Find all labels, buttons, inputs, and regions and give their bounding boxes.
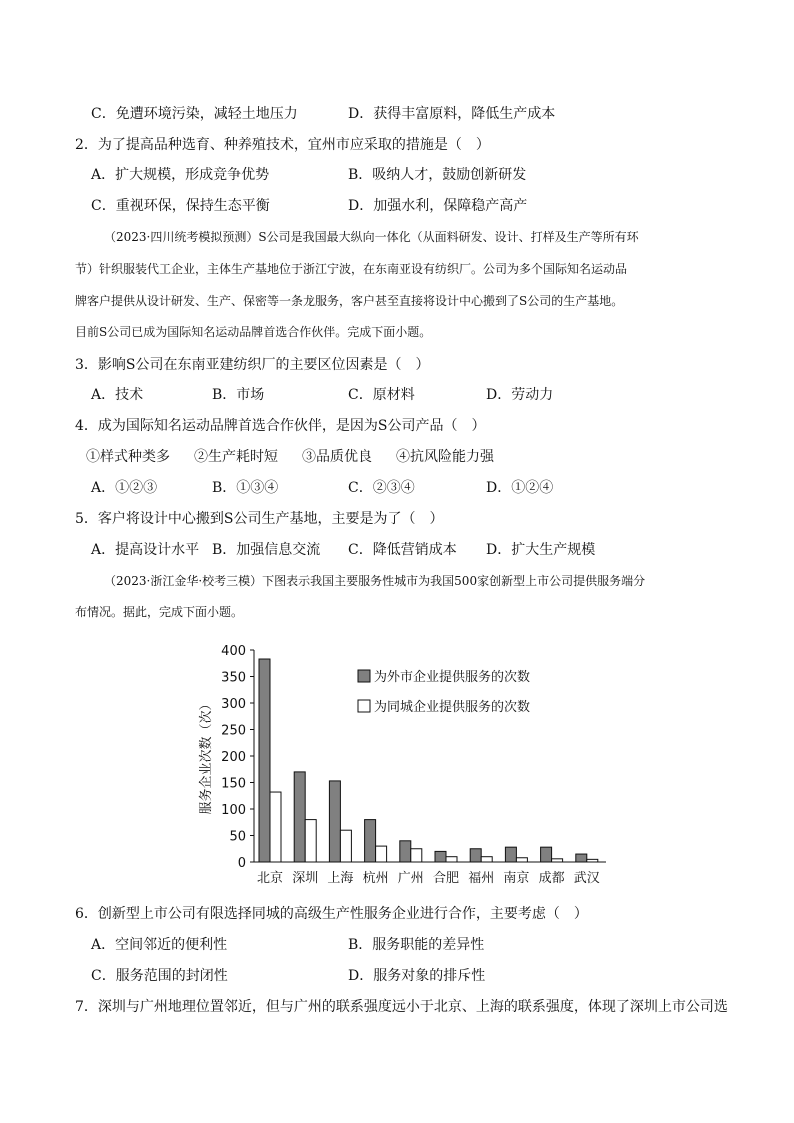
y-tick-label: 100 (221, 803, 246, 818)
y-tick-label: 250 (221, 723, 246, 739)
q2-stem: 2．为了提高品种选育、种养殖技术，宜州市应采取的措施是（ ） (75, 137, 490, 153)
q5-option-b: B．加强信息交流 (212, 542, 321, 558)
bar-same-city (516, 858, 527, 862)
y-tick-label: 150 (221, 776, 246, 792)
bar-other-city (505, 847, 516, 862)
bar-other-city (365, 820, 376, 862)
bar-same-city (376, 846, 387, 862)
q3-option-c: C．原材料 (348, 387, 415, 403)
passage1-line-2: 节）针织服装代工企业，主体生产基地位于浙江宁波，在东南亚设有纺织厂。公司为多个国际知名运动品 (75, 262, 628, 276)
legend-label: 为同城企业提供服务的次数 (374, 700, 531, 715)
x-tick-label: 南京 (503, 871, 530, 886)
q2-option-c: C．重视环保，保持生态平衡 (91, 198, 270, 214)
q6-option-a: A．空间邻近的便利性 (91, 937, 228, 953)
bar-other-city (576, 854, 587, 862)
y-tick-label: 50 (229, 829, 246, 845)
bar-same-city (305, 820, 316, 862)
q4-option-a: A．①②③ (91, 480, 158, 496)
passage2-line-2: 布情况。据此，完成下面小题。 (75, 605, 244, 619)
q3-option-b: B．市场 (212, 387, 265, 403)
y-tick-label: 400 (221, 644, 246, 659)
q2-option-d: D．加强水利，保障稳产高产 (348, 198, 528, 214)
chart-legend (358, 669, 530, 715)
y-tick-label: 200 (221, 750, 246, 765)
x-tick-label: 北京 (256, 871, 284, 886)
legend-swatch (358, 700, 370, 712)
bar-other-city (435, 851, 446, 862)
q3-option-d: D．劳动力 (486, 387, 554, 403)
passage2-line-1: （2023·浙江金华·校考三模）下图表示我国主要服务性城市为我国500家创新型上市公司提供服务端分 (104, 574, 646, 588)
bar-same-city (411, 849, 422, 862)
service-bar-chart (196, 640, 616, 890)
q1-option-c: C．免遭环境污染，减轻土地压力 (91, 106, 298, 122)
bar-same-city (446, 857, 457, 862)
q5-option-d: D．扩大生产规模 (486, 542, 596, 558)
bar-other-city (470, 849, 481, 862)
q6-option-b: B．服务职能的差异性 (348, 937, 485, 953)
q4-option-d: D．①②④ (486, 480, 554, 496)
y-tick-label: 300 (221, 697, 246, 712)
q2-option-b: B．吸纳人才，鼓励创新研发 (348, 167, 527, 183)
bar-same-city (270, 792, 281, 862)
q4-item-3: ③品质优良 (302, 449, 372, 465)
q5-option-a: A．提高设计水平 (91, 542, 200, 558)
legend-swatch (358, 670, 370, 682)
y-tick-label: 350 (221, 670, 246, 686)
x-tick-label: 上海 (327, 871, 354, 886)
bar-other-city (259, 659, 270, 862)
bar-other-city (541, 847, 552, 862)
q6-option-d: D．服务对象的排斥性 (348, 968, 486, 984)
q3-option-a: A．技术 (91, 387, 144, 403)
bar-same-city (587, 859, 598, 862)
x-tick-label: 广州 (397, 871, 424, 886)
bar-same-city (340, 830, 351, 862)
x-tick-label: 福州 (468, 871, 495, 886)
q6-option-c: C．服务范围的封闭性 (91, 968, 228, 984)
x-tick-label: 武汉 (573, 871, 600, 886)
q2-option-a: A．扩大规模，形成竞争优势 (91, 167, 270, 183)
q1-option-d: D．获得丰富原料，降低生产成本 (348, 106, 556, 122)
q4-option-b: B．①③④ (212, 480, 279, 496)
q4-item-4: ④抗风险能力强 (396, 449, 494, 465)
q5-stem: 5．客户将设计中心搬到S公司生产基地，主要是为了（ ） (75, 511, 444, 527)
x-tick-label: 成都 (538, 871, 565, 886)
q6-stem: 6．创新型上市公司有限选择同城的高级生产性服务企业进行合作，主要考虑（ ） (75, 906, 588, 922)
q4-stem: 4．成为国际知名运动品牌首选合作伙伴，是因为S公司产品（ ） (75, 418, 486, 434)
bar-same-city (481, 857, 492, 862)
q4-item-2: ②生产耗时短 (194, 449, 278, 465)
bar-other-city (400, 841, 411, 862)
x-tick-label: 深圳 (292, 871, 319, 886)
q5-option-c: C．降低营销成本 (348, 542, 457, 558)
bar-other-city (329, 781, 340, 862)
passage1-line-3: 牌客户提供从设计研发、生产、保密等一条龙服务，客户甚至直接将设计中心搬到了S公司的生产基地。 (75, 294, 624, 308)
chart-y-axis-label: 服务企业次数（次） (199, 697, 214, 815)
bar-other-city (294, 772, 305, 862)
passage1-line-4: 目前S公司已成为国际知名运动品牌首选合作伙伴。完成下面小题。 (75, 325, 432, 339)
x-tick-label: 合肥 (432, 871, 460, 886)
q3-stem: 3．影响S公司在东南亚建纺织厂的主要区位因素是（ ） (75, 357, 430, 373)
chart-bars (259, 659, 598, 862)
q4-item-1: ①样式种类多 (86, 449, 170, 465)
y-tick-label: 0 (237, 856, 246, 871)
bar-same-city (552, 859, 563, 862)
passage1-line-1: （2023·四川统考模拟预测）S公司是我国最大纵向一体化（从面料研发、设计、打样及生产等所有环 (104, 230, 639, 244)
x-tick-label: 杭州 (362, 871, 389, 886)
q4-option-c: C．②③④ (348, 480, 415, 496)
q7-stem: 7．深圳与广州地理位置邻近，但与广州的联系强度远小于北京、上海的联系强度，体现了深圳上市公司选 (75, 999, 728, 1015)
legend-label: 为外市企业提供服务的次数 (374, 670, 531, 685)
